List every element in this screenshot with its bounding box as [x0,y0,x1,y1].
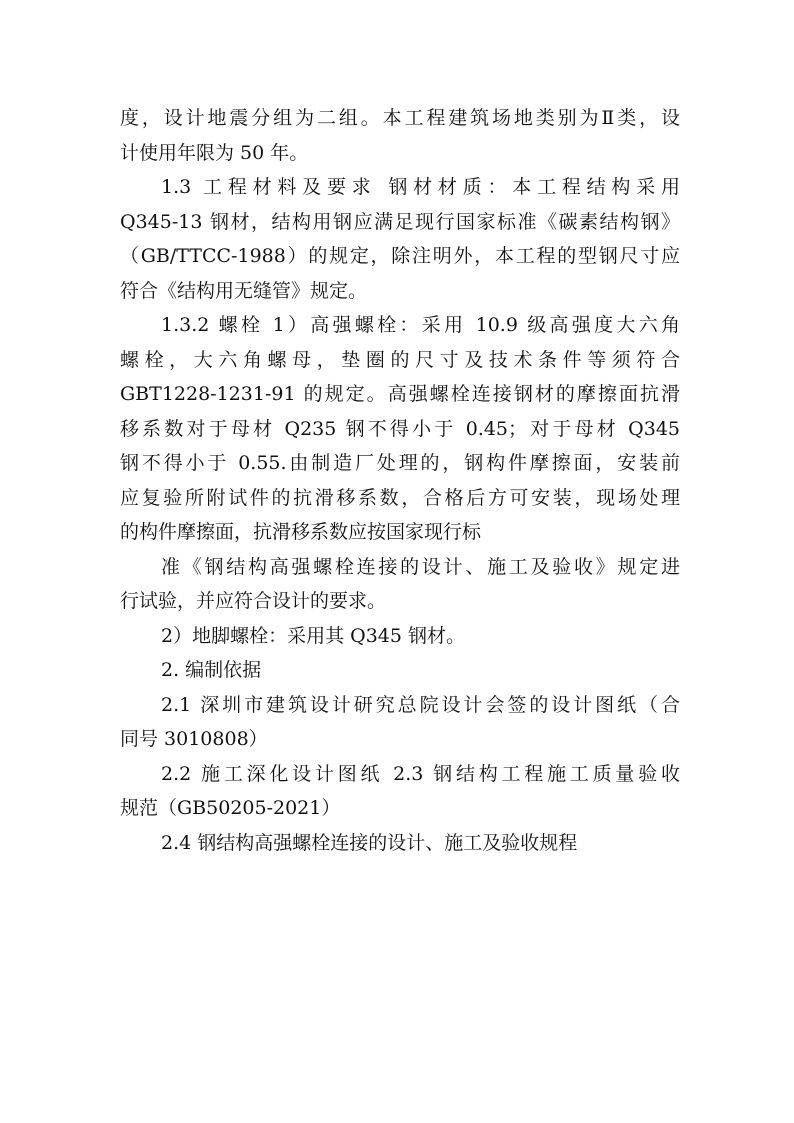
text-line: （GB/TTCC-1988）的规定，除注明外，本工程的型钢尺寸应 [120,245,680,267]
text-line: 行试验，并应符合设计的要求。 [120,590,387,612]
text-line: 的构件摩擦面，抗滑移系数应按国家现行标 [120,521,482,543]
section-heading-line: 1.3 工程材料及要求 钢材材质：本工程结构采用 [161,176,680,198]
text-line: 应复验所附试件的抗滑移系数，合格后方可安装，现场处理 [120,486,680,509]
text-line: 计使用年限为 50 年。 [120,141,309,164]
section-heading-line: 2.2 施工深化设计图纸 2.3 钢结构工程施工质量验收 [161,762,680,785]
text-line: 准《钢结构高强螺栓连接的设计、施工及验收》规定进 [161,555,680,578]
text-line: 钢不得小于 0.55.由制造厂处理的，钢构件摩擦面，安装前 [120,452,680,474]
text-line: 螺栓，大六角螺母，垫圈的尺寸及技术条件等须符合 [120,348,680,371]
text-line: 2）地脚螺栓：采用其 Q345 钢材。 [161,624,466,647]
section-heading-line: 1.3.2 螺栓 1）高强螺栓：采用 10.9 级高强度大六角 [161,314,680,336]
section-heading-line: 2.4 钢结构高强螺栓连接的设计、施工及验收规程 [161,831,578,854]
text-line: Q345-13 钢材，结构用钢应满足现行国家标准《碳素结构钢》 [120,210,680,233]
text-line: 符合《结构用无缝管》规定。 [120,279,368,302]
text-line: GBT1228-1231-91 的规定。高强螺栓连接钢材的摩擦面抗滑 [120,383,680,405]
section-heading-line: 2.1 深圳市建筑设计研究总院设计会签的设计图纸（合 [161,693,680,716]
text-line: 度，设计地震分组为二组。本工程建筑场地类别为Ⅱ类，设 [120,107,680,129]
document-body [120,101,680,860]
text-line: 同号 3010808） [120,728,268,750]
text-line: 规范（GB50205-2021） [120,797,341,819]
section-heading-line: 2. 编制依据 [161,659,262,681]
text-line: 移系数对于母材 Q235 钢不得小于 0.45；对于母材 Q345 [120,417,680,440]
